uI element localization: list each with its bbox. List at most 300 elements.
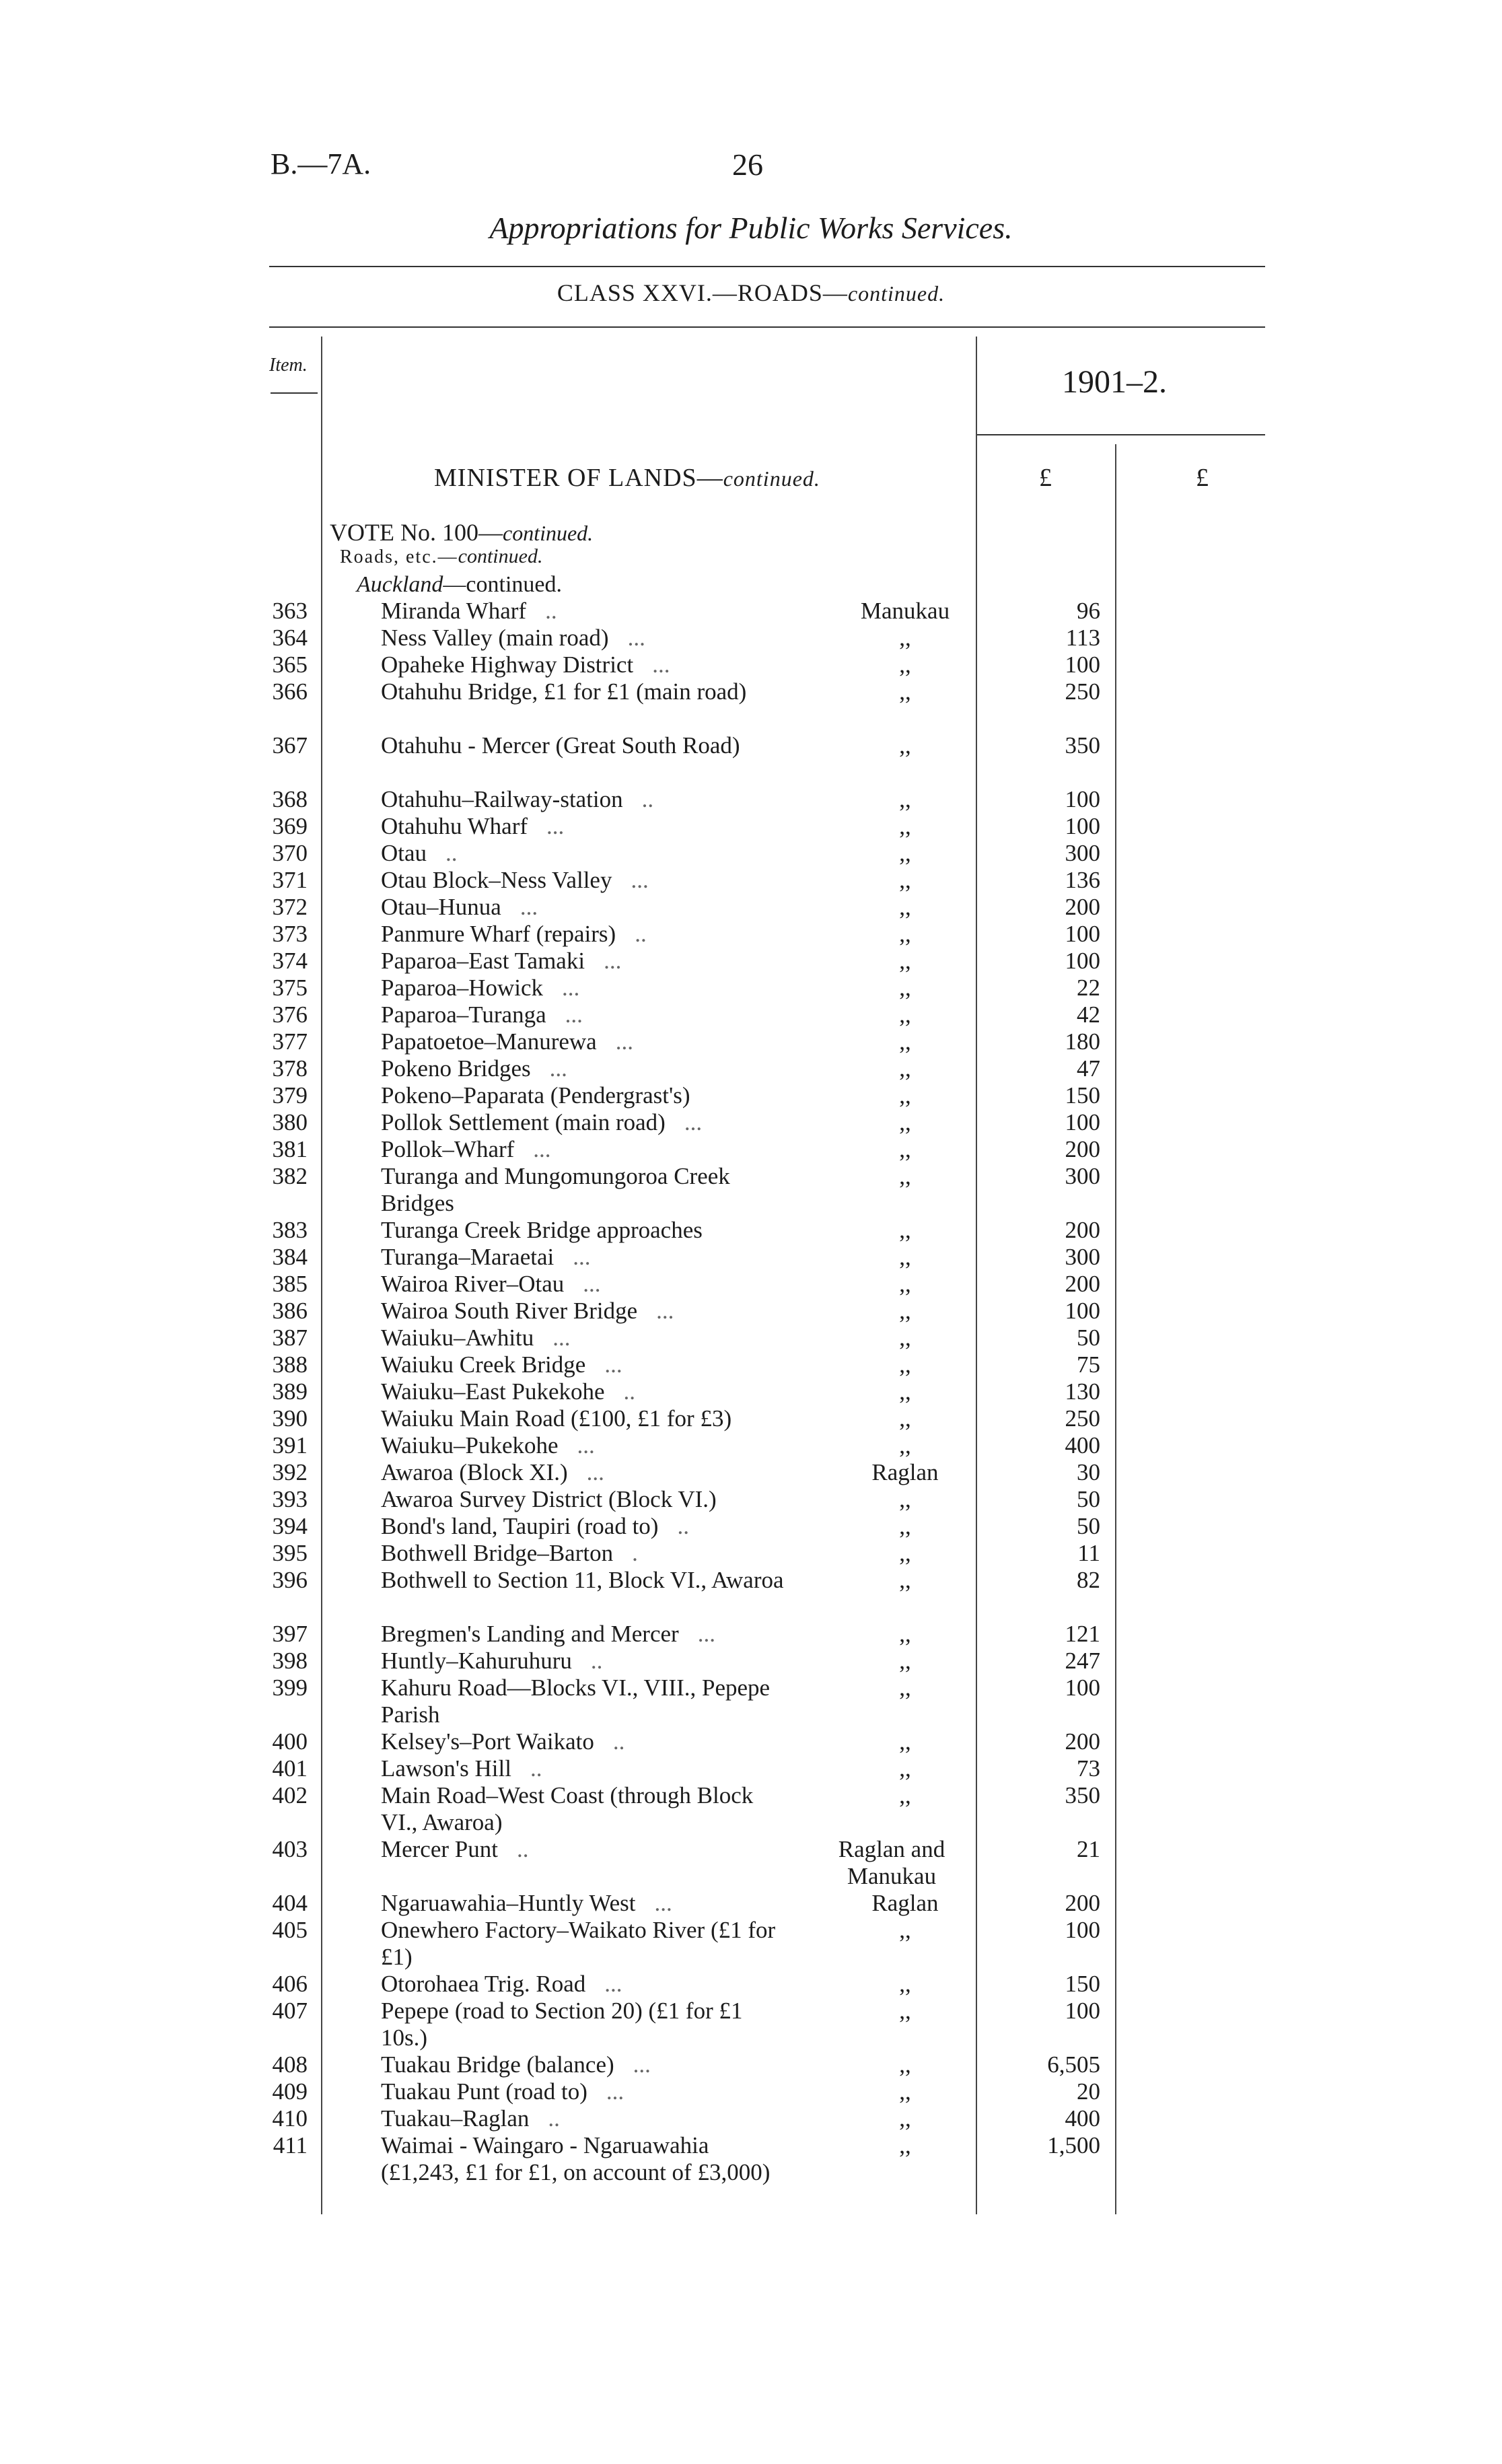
electoral-district: ,, — [899, 2132, 911, 2158]
leader-dots: .. — [516, 1836, 529, 1862]
item-number: 382 — [272, 1163, 308, 1189]
leader-dots: ... — [604, 948, 622, 974]
work-description — [381, 1459, 791, 1486]
leader-dots: ... — [631, 867, 649, 893]
electoral-district: Raglan — [871, 1890, 939, 1916]
electoral-district: ,, — [899, 2105, 911, 2132]
amount-value: 100 — [1065, 1998, 1100, 2024]
work-description — [381, 1728, 791, 1755]
electoral-district: ,, — [899, 1082, 911, 1108]
item-number: 381 — [272, 1136, 308, 1162]
leader-dots: ... — [577, 1432, 595, 1458]
work-description — [381, 1621, 791, 1648]
amount-value: 350 — [1065, 1782, 1100, 1808]
item-number: 373 — [272, 921, 308, 947]
item-number: 384 — [272, 1244, 308, 1270]
leader-dots: ... — [656, 1298, 674, 1324]
work-description-text: Waiuku–Awhitu — [381, 1325, 534, 1351]
electoral-district: Raglan and Manukau — [838, 1836, 945, 1889]
work-description — [381, 1109, 791, 1136]
vote-heading — [330, 518, 593, 547]
leader-dots: ... — [697, 1621, 715, 1647]
page-number: 26 — [732, 147, 763, 182]
class-heading — [0, 279, 1502, 307]
work-description-text: Mercer Punt — [381, 1836, 498, 1862]
leader-dots: .. — [545, 598, 557, 624]
item-number: 366 — [272, 678, 308, 705]
electoral-district: Raglan — [871, 1459, 939, 1485]
electoral-district: ,, — [899, 1998, 911, 2024]
leader-dots: ... — [604, 1971, 622, 1997]
work-description-text: Wairoa River–Otau — [381, 1271, 565, 1297]
title-rule — [269, 266, 1265, 267]
amount-value: 247 — [1065, 1648, 1100, 1674]
leader-dots: ... — [615, 1028, 633, 1055]
amount-value: 21 — [1077, 1836, 1100, 1862]
electoral-district: ,, — [899, 1621, 911, 1647]
amount-value: 200 — [1065, 1271, 1100, 1297]
work-description — [381, 1082, 791, 1109]
work-description-text: Huntly–Kahuruhuru — [381, 1648, 572, 1674]
amount-value: 100 — [1065, 948, 1100, 974]
work-description — [381, 1217, 791, 1244]
electoral-district: ,, — [899, 1271, 911, 1297]
work-description — [381, 1998, 791, 2051]
electoral-district: ,, — [899, 1648, 911, 1674]
leader-dots: ... — [573, 1244, 591, 1270]
item-number: 376 — [272, 1001, 308, 1028]
leader-dots: ... — [562, 975, 580, 1001]
amount-value: 200 — [1065, 1728, 1100, 1755]
item-number: 391 — [272, 1432, 308, 1458]
work-description-text: Pollok–Wharf — [381, 1136, 515, 1162]
amount-value: 400 — [1065, 2105, 1100, 2132]
work-description-text: Waiuku–Pukekohe — [381, 1432, 559, 1458]
work-description-text: Otau Block–Ness Valley — [381, 867, 612, 893]
leader-dots: ... — [549, 1055, 567, 1082]
work-description — [381, 1351, 791, 1378]
amount-value: 300 — [1065, 840, 1100, 866]
electoral-district: ,, — [899, 1917, 911, 1943]
item-number: 397 — [272, 1621, 308, 1647]
electoral-district: ,, — [899, 1351, 911, 1378]
electoral-district: ,, — [899, 1540, 911, 1566]
work-description — [381, 1486, 791, 1513]
amount-value: 100 — [1065, 786, 1100, 812]
item-number: 385 — [272, 1271, 308, 1297]
work-description-text: Ngaruawahia–Huntly West — [381, 1890, 636, 1916]
work-description — [381, 1675, 791, 1728]
item-number: 410 — [272, 2105, 308, 2132]
amount-value: 75 — [1077, 1351, 1100, 1378]
electoral-district: ,, — [899, 1728, 911, 1755]
amount-value: 200 — [1065, 1136, 1100, 1162]
amount-value: 96 — [1077, 598, 1100, 624]
amount-value: 50 — [1077, 1513, 1100, 1539]
item-column-header: Item. — [269, 355, 308, 376]
leader-dots: .. — [677, 1513, 689, 1539]
item-number: 389 — [272, 1378, 308, 1405]
amount-value: 130 — [1065, 1378, 1100, 1405]
item-number: 395 — [272, 1540, 308, 1566]
electoral-district: ,, — [899, 1755, 911, 1782]
electoral-district: ,, — [899, 1432, 911, 1458]
section-heading-main: MINISTER OF LANDS— — [434, 464, 723, 492]
electoral-district: ,, — [899, 948, 911, 974]
electoral-district: ,, — [899, 894, 911, 920]
amount-value: 200 — [1065, 894, 1100, 920]
amount-value: 150 — [1065, 1082, 1100, 1108]
electoral-district: ,, — [899, 1028, 911, 1055]
leader-dots: . — [632, 1540, 638, 1566]
electoral-district: ,, — [899, 1971, 911, 1997]
work-description — [381, 1405, 791, 1432]
item-number: 379 — [272, 1082, 308, 1108]
work-description — [381, 1755, 791, 1782]
leader-dots: ... — [604, 1351, 622, 1378]
work-description — [381, 1136, 791, 1163]
item-number: 388 — [272, 1351, 308, 1378]
electoral-district: ,, — [899, 1405, 911, 1432]
amount-value: 350 — [1065, 732, 1100, 759]
amount-value: 20 — [1077, 2078, 1100, 2105]
work-description-text: Bothwell Bridge–Barton — [381, 1540, 614, 1566]
work-description-text: Bond's land, Taupiri (road to) — [381, 1513, 659, 1539]
work-description — [381, 867, 791, 894]
work-description-text: Kahuru Road—Blocks VI., VIII., Pepepe Parish — [381, 1675, 771, 1728]
work-description — [381, 1001, 791, 1028]
work-description-text: Paparoa–Turanga — [381, 1001, 546, 1028]
leader-dots: .. — [641, 786, 654, 812]
work-description-text: Turanga and Mungomungoroa Creek Bridges — [381, 1163, 730, 1216]
work-description-text: Wairoa South River Bridge — [381, 1298, 638, 1324]
item-number: 387 — [272, 1325, 308, 1351]
electoral-district: ,, — [899, 1217, 911, 1243]
item-number: 368 — [272, 786, 308, 812]
amount-value: 50 — [1077, 1325, 1100, 1351]
amount-value: 1,500 — [1047, 2132, 1100, 2158]
year-rule — [976, 434, 1265, 435]
work-description — [381, 1055, 791, 1082]
amount-value: 100 — [1065, 1917, 1100, 1943]
work-description-text: Waiuku Creek Bridge — [381, 1351, 586, 1378]
leader-dots: ... — [586, 1459, 604, 1485]
item-number: 411 — [273, 2132, 308, 2158]
work-description-text: Onewhero Factory–Waikato River (£1 for £1) — [381, 1917, 776, 1970]
work-description-text: Pepepe (road to Section 20) (£1 for £1 10s.) — [381, 1998, 743, 2051]
work-description — [381, 1298, 791, 1325]
work-description-text: Lawson's Hill — [381, 1755, 511, 1782]
work-description-text: Bothwell to Section 11, Block VI., Awaroa — [381, 1567, 784, 1593]
work-description — [381, 1325, 791, 1351]
amount-value: 121 — [1065, 1621, 1100, 1647]
leader-dots: ... — [654, 1890, 672, 1916]
work-description-text: Waiuku Main Road (£100, £1 for £3) — [381, 1405, 732, 1432]
work-description-text: Bregmen's Landing and Mercer — [381, 1621, 679, 1647]
work-description-text: Turanga–Maraetai — [381, 1244, 555, 1270]
pound-column-label: £ — [1039, 464, 1052, 492]
work-description-text: Paparoa–Howick — [381, 975, 544, 1001]
leader-dots: ... — [520, 894, 538, 920]
work-description — [381, 1648, 791, 1675]
region-name: Auckland — [357, 572, 443, 597]
work-description — [381, 732, 791, 759]
work-description — [381, 598, 791, 625]
item-number: 402 — [272, 1782, 308, 1808]
item-number: 377 — [272, 1028, 308, 1055]
amount-value: 100 — [1065, 1298, 1100, 1324]
leader-dots: .. — [590, 1648, 603, 1674]
work-description — [381, 2051, 791, 2078]
amount-value: 100 — [1065, 652, 1100, 678]
work-description — [381, 1378, 791, 1405]
work-description — [381, 1567, 791, 1594]
item-number: 393 — [272, 1486, 308, 1512]
electoral-district: ,, — [899, 1675, 911, 1701]
region-heading — [357, 572, 562, 598]
roads-subheading-continued: continued. — [458, 545, 543, 567]
section-heading-continued: continued. — [723, 466, 820, 491]
leader-dots: ... — [583, 1271, 601, 1297]
work-description-text: Miranda Wharf — [381, 598, 527, 624]
amount-value: 113 — [1065, 625, 1100, 651]
work-description-text: Opaheke Highway District — [381, 652, 634, 678]
item-number: 409 — [272, 2078, 308, 2105]
electoral-district: ,, — [899, 2078, 911, 2105]
work-description — [381, 813, 791, 840]
work-description-text: Pollok Settlement (main road) — [381, 1109, 666, 1135]
work-description — [381, 840, 791, 867]
item-number: 375 — [272, 975, 308, 1001]
item-number: 396 — [272, 1567, 308, 1593]
electoral-district: Manukau — [860, 598, 950, 624]
work-description-text: Otau–Hunua — [381, 894, 501, 920]
item-number: 404 — [272, 1890, 308, 1916]
work-description-text: Otahuhu Wharf — [381, 813, 528, 839]
pound-total-column-label: £ — [1196, 464, 1209, 492]
work-description-text: Panmure Wharf (repairs) — [381, 921, 616, 947]
electoral-district: ,, — [899, 1567, 911, 1593]
item-header-underline — [271, 392, 318, 394]
item-number: 374 — [272, 948, 308, 974]
leader-dots: ... — [633, 2051, 651, 2078]
work-description-text: Kelsey's–Port Waikato — [381, 1728, 594, 1755]
item-number: 399 — [272, 1675, 308, 1701]
item-number: 408 — [272, 2051, 308, 2078]
amount-value: 250 — [1065, 678, 1100, 705]
work-description-text: Otorohaea Trig. Road — [381, 1971, 586, 1997]
work-description — [381, 1971, 791, 1998]
work-description-text: Turanga Creek Bridge approaches — [381, 1217, 703, 1243]
work-description — [381, 921, 791, 948]
work-description — [381, 1513, 791, 1540]
amount-value: 100 — [1065, 921, 1100, 947]
work-description-text: Pokeno Bridges — [381, 1055, 531, 1082]
work-description — [381, 948, 791, 975]
leader-dots: ... — [606, 2078, 624, 2105]
roads-subheading — [340, 545, 542, 568]
work-description-text: Waiuku–East Pukekohe — [381, 1378, 605, 1405]
work-description-text: Ness Valley (main road) — [381, 625, 609, 651]
electoral-district: ,, — [899, 786, 911, 812]
electoral-district: ,, — [899, 1513, 911, 1539]
item-number: 365 — [272, 652, 308, 678]
leader-dots: ... — [565, 1001, 583, 1028]
electoral-district: ,, — [899, 1055, 911, 1082]
leader-dots: ... — [627, 625, 645, 651]
item-column-rule — [321, 337, 322, 2214]
work-description-text: Waimai - Waingaro - Ngaruawahia (£1,243, £1 for £1, on account of £3,000) — [381, 2132, 771, 2185]
page-title: Appropriations for Public Works Services. — [489, 211, 1013, 245]
amount-value: 30 — [1077, 1459, 1100, 1485]
work-description — [381, 1540, 791, 1567]
work-description-text: Papatoetoe–Manurewa — [381, 1028, 597, 1055]
work-description-text: Otahuhu Bridge, £1 for £1 (main road) — [381, 678, 747, 705]
vote-heading-continued: continued. — [502, 521, 594, 545]
amount-value: 150 — [1065, 1971, 1100, 1997]
amount-value: 100 — [1065, 1675, 1100, 1701]
vote-heading-main: VOTE No. 100— — [330, 519, 503, 546]
electoral-district: ,, — [899, 1001, 911, 1028]
work-description — [381, 2078, 791, 2105]
work-description — [381, 2105, 791, 2132]
leader-dots: .. — [530, 1755, 542, 1782]
item-number: 370 — [272, 840, 308, 866]
amount-column-rule — [1115, 444, 1116, 2214]
work-description — [381, 2132, 791, 2186]
electoral-district: ,, — [899, 840, 911, 866]
amount-value: 180 — [1065, 1028, 1100, 1055]
work-description — [381, 786, 791, 813]
leader-dots: ... — [652, 652, 670, 678]
electoral-district: ,, — [899, 1325, 911, 1351]
section-heading — [434, 463, 820, 493]
electoral-district: ,, — [899, 2051, 911, 2078]
electoral-district: ,, — [899, 625, 911, 651]
leader-dots: .. — [445, 840, 458, 866]
work-description-text: Pokeno–Paparata (Pendergrast's) — [381, 1082, 690, 1108]
amount-value: 22 — [1077, 975, 1100, 1001]
leader-dots: ... — [684, 1109, 703, 1135]
electoral-district: ,, — [899, 975, 911, 1001]
amount-value: 200 — [1065, 1890, 1100, 1916]
electoral-district: ,, — [899, 1378, 911, 1405]
work-description-text: Otahuhu–Railway-station — [381, 786, 623, 812]
work-description-text: Paparoa–East Tamaki — [381, 948, 585, 974]
electoral-district: ,, — [899, 652, 911, 678]
work-description — [381, 1028, 791, 1055]
work-description-text: Otahuhu - Mercer (Great South Road) — [381, 732, 740, 759]
amount-value: 42 — [1077, 1001, 1100, 1028]
amount-value: 82 — [1077, 1567, 1100, 1593]
work-description-text: Tuakau Punt (road to) — [381, 2078, 587, 2105]
item-number: 390 — [272, 1405, 308, 1432]
item-number: 371 — [272, 867, 308, 893]
amount-value: 300 — [1065, 1163, 1100, 1189]
year-column-header: 1901–2. — [1062, 364, 1167, 400]
item-number: 363 — [272, 598, 308, 624]
work-description — [381, 1917, 791, 1971]
item-number: 367 — [272, 732, 308, 759]
leader-dots: .. — [635, 921, 647, 947]
electoral-district: ,, — [899, 813, 911, 839]
document-reference: B.—7A. — [271, 147, 371, 180]
amount-value: 47 — [1077, 1055, 1100, 1082]
item-number: 364 — [272, 625, 308, 651]
class-rule — [269, 326, 1265, 328]
item-number: 392 — [272, 1459, 308, 1485]
work-description — [381, 678, 791, 705]
work-description — [381, 1271, 791, 1298]
leader-dots: ... — [546, 813, 565, 839]
item-number: 369 — [272, 813, 308, 839]
work-description-text: Otau — [381, 840, 427, 866]
work-description — [381, 1244, 791, 1271]
work-description — [381, 625, 791, 652]
electoral-district: ,, — [899, 921, 911, 947]
electoral-district: ,, — [899, 1163, 911, 1189]
item-number: 406 — [272, 1971, 308, 1997]
amount-value: 250 — [1065, 1405, 1100, 1432]
electoral-district: ,, — [899, 678, 911, 705]
electoral-district: ,, — [899, 732, 911, 759]
amount-value: 73 — [1077, 1755, 1100, 1782]
work-description — [381, 1890, 791, 1917]
region-continued: —continued. — [443, 572, 562, 597]
work-description — [381, 652, 791, 678]
electoral-district: ,, — [899, 867, 911, 893]
work-description-text: Main Road–West Coast (through Block VI., Awaroa) — [381, 1782, 754, 1835]
electoral-district: ,, — [899, 1298, 911, 1324]
work-description — [381, 894, 791, 921]
item-number: 378 — [272, 1055, 308, 1082]
work-description-text: Tuakau–Raglan — [381, 2105, 530, 2132]
electoral-district: ,, — [899, 1109, 911, 1135]
item-number: 383 — [272, 1217, 308, 1243]
item-number: 405 — [272, 1917, 308, 1943]
item-number: 398 — [272, 1648, 308, 1674]
leader-dots: .. — [548, 2105, 560, 2132]
leader-dots: ... — [533, 1136, 551, 1162]
electoral-district: ,, — [899, 1782, 911, 1808]
class-heading-main: CLASS XXVI.—ROADS— — [557, 279, 848, 306]
amount-value: 6,505 — [1047, 2051, 1100, 2078]
work-description-text: Tuakau Bridge (balance) — [381, 2051, 614, 2078]
electoral-district: ,, — [899, 1244, 911, 1270]
amount-value: 200 — [1065, 1217, 1100, 1243]
item-number: 407 — [272, 1998, 308, 2024]
work-description-text: Awaroa (Block XI.) — [381, 1459, 568, 1485]
class-heading-continued: continued. — [847, 281, 945, 306]
amount-value: 50 — [1077, 1486, 1100, 1512]
amount-value: 300 — [1065, 1244, 1100, 1270]
work-description — [381, 1432, 791, 1459]
item-number: 386 — [272, 1298, 308, 1324]
leader-dots: .. — [623, 1378, 636, 1405]
amount-value: 11 — [1077, 1540, 1100, 1566]
leader-dots: ... — [552, 1325, 571, 1351]
work-description — [381, 1163, 791, 1217]
amount-value: 136 — [1065, 867, 1100, 893]
work-description-text: Awaroa Survey District (Block VI.) — [381, 1486, 717, 1512]
roads-subheading-main: Roads, etc.— — [340, 547, 458, 567]
item-number: 403 — [272, 1836, 308, 1862]
work-description — [381, 1836, 791, 1863]
work-description — [381, 975, 791, 1001]
item-number: 400 — [272, 1728, 308, 1755]
leader-dots: .. — [612, 1728, 625, 1755]
amount-value: 100 — [1065, 1109, 1100, 1135]
